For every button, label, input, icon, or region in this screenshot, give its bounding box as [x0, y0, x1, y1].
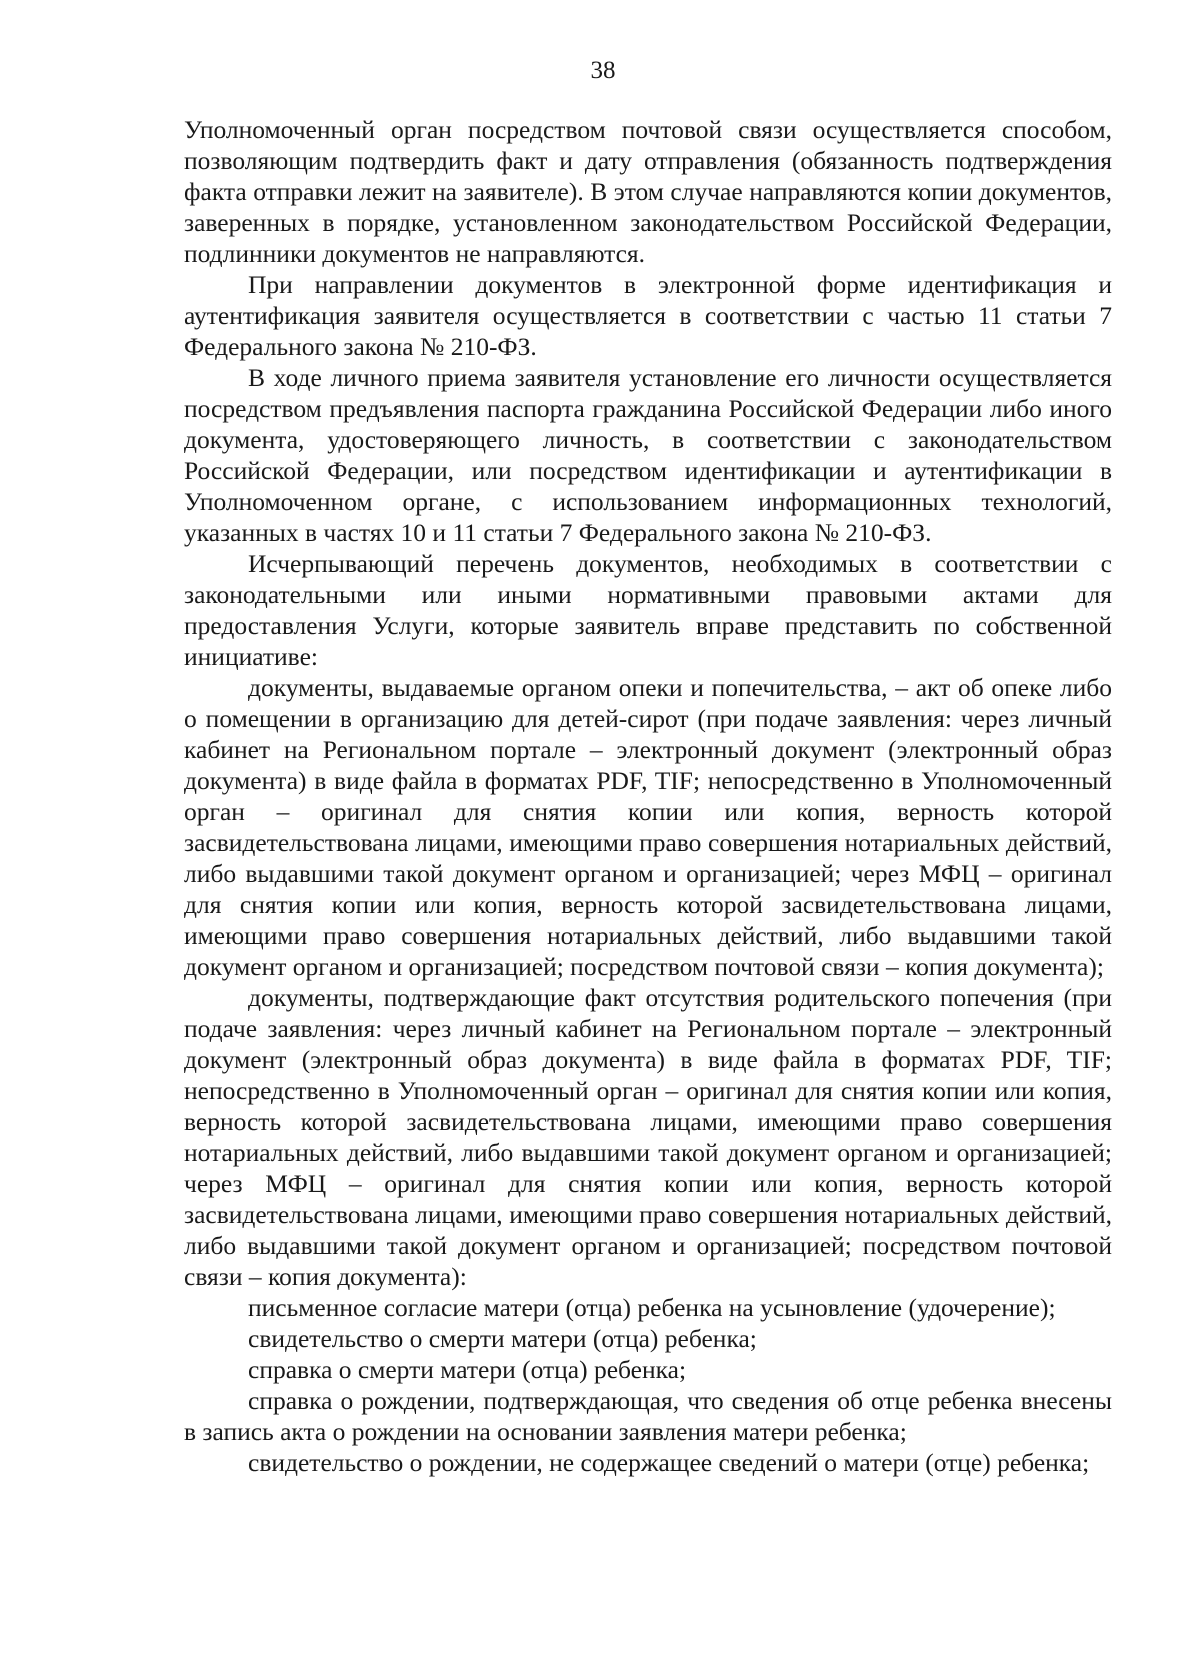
- paragraph-parental-care-absence: документы, подтверждающие факт отсутствия родительского попечения (при подаче заявления: через личный кабинет на Региональном портале – электронный документ (электронный образ документа) в виде файла в форматах PDF, TIF; непосредственно в Уполномоченный орган – оригинал для снятия копии или копия, верность которой засвидетельствована лицами, имеющими право совершения нотариальных действий, либо выдавшими такой документ органом и организацией; через МФЦ – оригинал для снятия копии или копия, верность которой засвидетельствована лицами, имеющими право совершения нотариальных действий, либо выдавшими такой документ органом и организацией; посредством почтовой связи – копия документа):: [184, 983, 1112, 1291]
- page-number: 38: [590, 57, 616, 84]
- list-item-birth-certificate: свидетельство о рождении, не содержащее сведений о матери (отце) ребенка;: [248, 1448, 1090, 1477]
- paragraph-postal-submission: Уполномоченный орган посредством почтовой связи осуществляется способом, позволяющим подтвердить факт и дату отправления (обязанность подтверждения факта отправки лежит на заявителе). В этом случае направляются копии документов, заверенных в порядке, установленном законодательством Российской Федерации, подлинники документов не направляются.: [184, 115, 1112, 268]
- document-body: [184, 114, 1112, 1478]
- list-item-birth-notice: справка о рождении, подтверждающая, что сведения об отце ребенка внесены в запись акта о рождении на основании заявления матери ребенка;: [184, 1386, 1112, 1446]
- paragraph-personal-reception: В ходе личного приема заявителя установление его личности осуществляется посредством предъявления паспорта гражданина Российской Федерации либо иного документа, удостоверяющего личность, в соответствии с законодательством Российской Федерации, или посредством идентификации и аутентификации в Уполномоченном органе, с использованием информационных технологий, указанных в частях 10 и 11 статьи 7 Федерального закона № 210-ФЗ.: [184, 363, 1112, 547]
- list-item-adoption-consent: письменное согласие матери (отца) ребенка на усыновление (удочерение);: [248, 1293, 1056, 1322]
- list-item-death-certificate: свидетельство о смерти матери (отца) ребенка;: [248, 1324, 757, 1353]
- paragraph-electronic-identification: При направлении документов в электронной форме идентификация и аутентификация заявителя осуществляется в соответствии с частью 11 статьи 7 Федерального закона № 210-ФЗ.: [184, 270, 1112, 361]
- paragraph-documents-list-intro: Исчерпывающий перечень документов, необходимых в соответствии с законодательными или иными нормативными правовыми актами для предоставления Услуги, которые заявитель вправе представить по собственной инициативе:: [184, 549, 1112, 671]
- paragraph-guardianship-documents: документы, выдаваемые органом опеки и попечительства, – акт об опеке либо о помещении в организацию для детей-сирот (при подаче заявления: через личный кабинет на Региональном портале – электронный документ (электронный образ документа) в виде файла в форматах PDF, TIF; непосредственно в Уполномоченный орган – оригинал для снятия копии или копия, верность которой засвидетельствована лицами, имеющими право совершения нотариальных действий, либо выдавшими такой документ органом и организацией; через МФЦ – оригинал для снятия копии или копия, верность которой засвидетельствована лицами, имеющими право совершения нотариальных действий, либо выдавшими такой документ органом и организацией; посредством почтовой связи – копия документа);: [184, 673, 1112, 981]
- list-item-death-notice: справка о смерти матери (отца) ребенка;: [248, 1355, 687, 1384]
